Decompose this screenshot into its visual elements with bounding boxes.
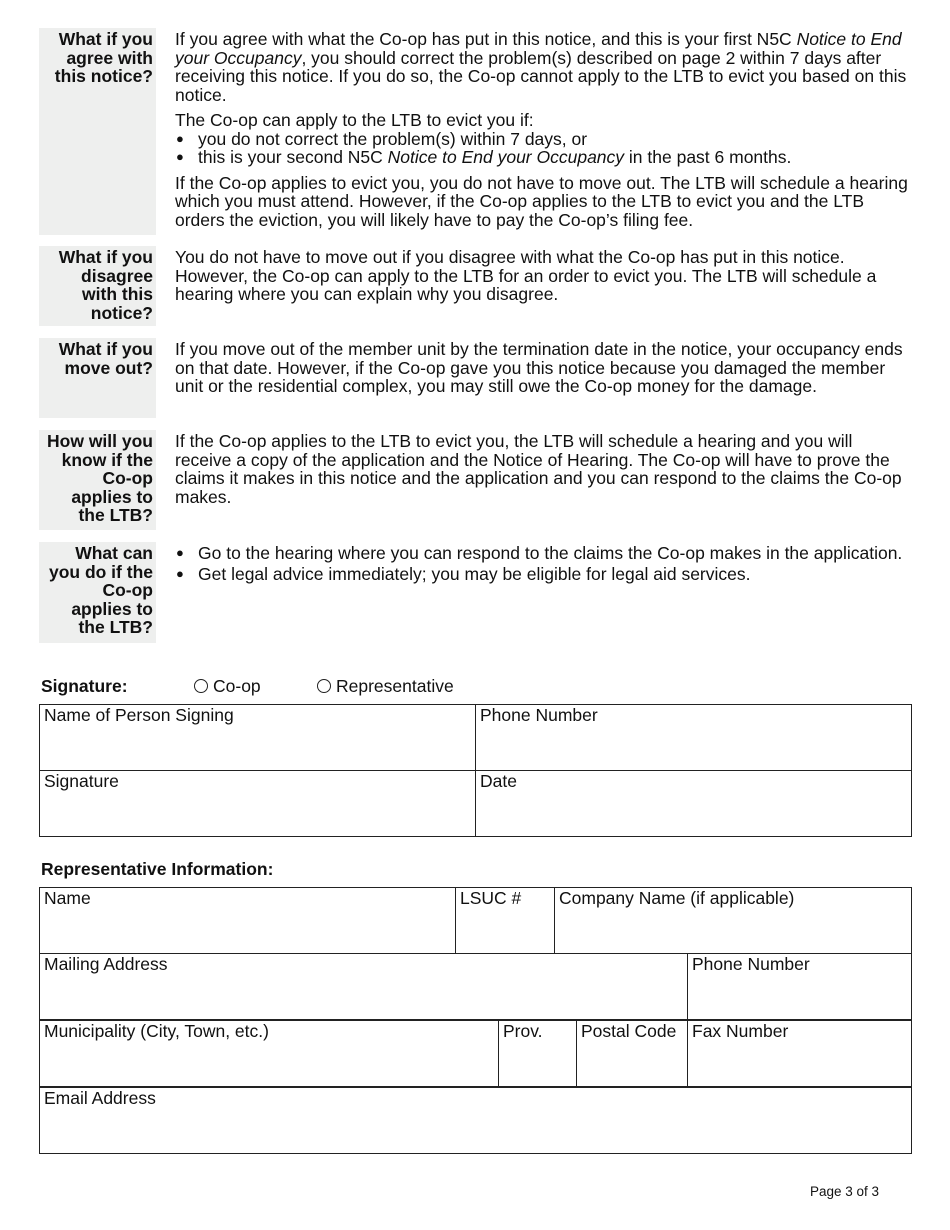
faq-answer — [175, 340, 913, 396]
radio-circle-icon[interactable] — [194, 679, 208, 693]
field-label: Postal Code — [581, 1021, 677, 1041]
question-line: applies to — [71, 486, 153, 507]
radio-representative[interactable] — [317, 677, 454, 696]
list-item: ● Go to the hearing where you can respond to the claims the Co-op makes in the application. — [175, 544, 913, 563]
notice-title: Notice to End your Occupancy — [387, 147, 625, 167]
faq-answer — [175, 30, 913, 229]
answer-text: this is your second N5C — [198, 147, 388, 167]
answer-paragraph — [175, 30, 913, 104]
question-line: How will you — [47, 431, 153, 451]
bullet-list — [175, 130, 913, 167]
field-label: Prov. — [503, 1021, 543, 1041]
question-line: disagree — [81, 265, 153, 286]
signature-table — [39, 704, 912, 837]
field-label: Company Name (if applicable) — [559, 888, 795, 908]
question-line: this notice? — [54, 66, 153, 86]
radio-circle-icon[interactable] — [317, 679, 331, 693]
date-field[interactable] — [476, 771, 912, 837]
field-label: Fax Number — [692, 1021, 789, 1041]
company-name-field[interactable] — [555, 888, 912, 954]
question-line: with this — [82, 284, 153, 304]
table-row — [40, 954, 912, 1020]
answer-text: , you should correct the problem(s) described on page 2 within 7 days after receiving this notice. If you do so, the Co-op cannot apply to the LTB to evict you based on this notice. — [175, 47, 907, 105]
radio-label: Representative — [336, 676, 454, 696]
question-line: agree with — [66, 47, 153, 68]
field-label: Phone Number — [480, 705, 598, 725]
field-label: Name of Person Signing — [44, 705, 234, 725]
question-line: you do if the — [48, 561, 153, 582]
field-label: Date — [480, 771, 517, 791]
fax-number-field[interactable] — [688, 1021, 912, 1087]
list-item: ● Get legal advice immediately; you may be eligible for legal aid services. — [175, 565, 913, 584]
representative-heading: Representative Information: — [41, 859, 274, 879]
lsuc-field[interactable] — [456, 888, 555, 954]
rep-phone-field[interactable] — [688, 954, 912, 1020]
answer-paragraph: You do not have to move out if you disagree with what the Co-op has put in this notice. However, the Co-op can apply to the LTB for an order to evict you. The LTB will schedule a hearing where you can explain why you disagree. — [175, 247, 877, 304]
answer-text: The Co-op can apply to the LTB to evict you if: — [175, 110, 534, 130]
question-line: What if you — [58, 339, 153, 359]
representative-table-4 — [39, 1087, 912, 1154]
field-label: Municipality (City, Town, etc.) — [44, 1021, 269, 1041]
field-label: Mailing Address — [44, 954, 168, 974]
list-item: ● you do not correct the problem(s) within 7 days, or — [175, 130, 913, 149]
answer-text: If you agree with what the Co-op has put in this notice, and this is your first N5C — [175, 29, 797, 49]
question-line: applies to — [71, 598, 153, 619]
question-line: the LTB? — [78, 505, 153, 525]
representative-table-2 — [39, 953, 912, 1020]
faq-question — [39, 28, 156, 235]
municipality-field[interactable] — [40, 1021, 499, 1087]
answer-paragraph: If the Co-op applies to evict you, you do not have to move out. The LTB will schedule a hearing which you must attend. However, if the Co-op applies to the LTB to evict you and the LTB orders the eviction, you will likely have to pay the Co-op’s filing fee. — [175, 172, 908, 230]
table-row — [40, 771, 912, 837]
province-field[interactable] — [499, 1021, 577, 1087]
name-of-person-signing-field[interactable] — [40, 705, 476, 771]
question-line: notice? — [90, 302, 153, 323]
question-line: Co-op — [102, 468, 153, 488]
answer-paragraph: If you move out of the member unit by the termination date in the notice, your occupancy ends on that date. However, if the Co-op gave you this notice because you damaged the member unit or the residential complex, you may still owe the Co-op money for the damage. — [175, 339, 903, 396]
bullet-list — [175, 544, 913, 583]
faq-question — [39, 338, 156, 418]
field-label: Email Address — [44, 1088, 156, 1108]
representative-table-3 — [39, 1020, 912, 1087]
signature-field[interactable] — [40, 771, 476, 837]
list-item — [175, 148, 913, 167]
faq-answer — [175, 248, 913, 304]
radio-coop[interactable] — [194, 677, 261, 696]
answer-paragraph — [175, 111, 913, 130]
field-label: LSUC # — [460, 888, 522, 908]
signer-phone-field[interactable] — [476, 705, 912, 771]
question-line: Co-op — [102, 580, 153, 600]
answer-paragraph: If the Co-op applies to the LTB to evict you, the LTB will schedule a hearing and you will receive a copy of the application and the Notice of Hearing. The Co-op will have to prove the claims it makes in this notice and the application and you can respond to the claims the Co-op makes. — [175, 431, 902, 507]
question-line: What can — [75, 543, 153, 563]
field-label: Signature — [44, 771, 119, 791]
faq-answer — [175, 544, 913, 583]
faq-question — [39, 542, 156, 643]
field-label: Name — [44, 888, 91, 908]
question-line: What if you — [58, 247, 153, 267]
faq-answer — [175, 432, 913, 506]
page-number: Page 3 of 3 — [810, 1184, 880, 1199]
mailing-address-field[interactable] — [40, 954, 688, 1020]
email-address-field[interactable] — [40, 1088, 912, 1154]
table-row — [40, 705, 912, 771]
question-line: the LTB? — [78, 617, 153, 637]
postal-code-field[interactable] — [577, 1021, 688, 1087]
table-row — [40, 1088, 912, 1154]
faq-question — [39, 430, 156, 530]
table-row — [40, 1021, 912, 1087]
question-line: move out? — [64, 357, 153, 378]
notice-title: Notice to End your Occupancy — [175, 29, 902, 68]
answer-text: in the past 6 months. — [624, 147, 792, 167]
signature-heading: Signature: — [41, 676, 128, 696]
signature-row — [41, 677, 741, 697]
representative-table-1 — [39, 887, 912, 954]
question-line: know if the — [61, 449, 153, 470]
rep-name-field[interactable] — [40, 888, 456, 954]
table-row — [40, 888, 912, 954]
field-label: Phone Number — [692, 954, 810, 974]
radio-label: Co-op — [213, 676, 261, 696]
question-line: What if you — [58, 29, 153, 49]
faq-question — [39, 246, 156, 326]
